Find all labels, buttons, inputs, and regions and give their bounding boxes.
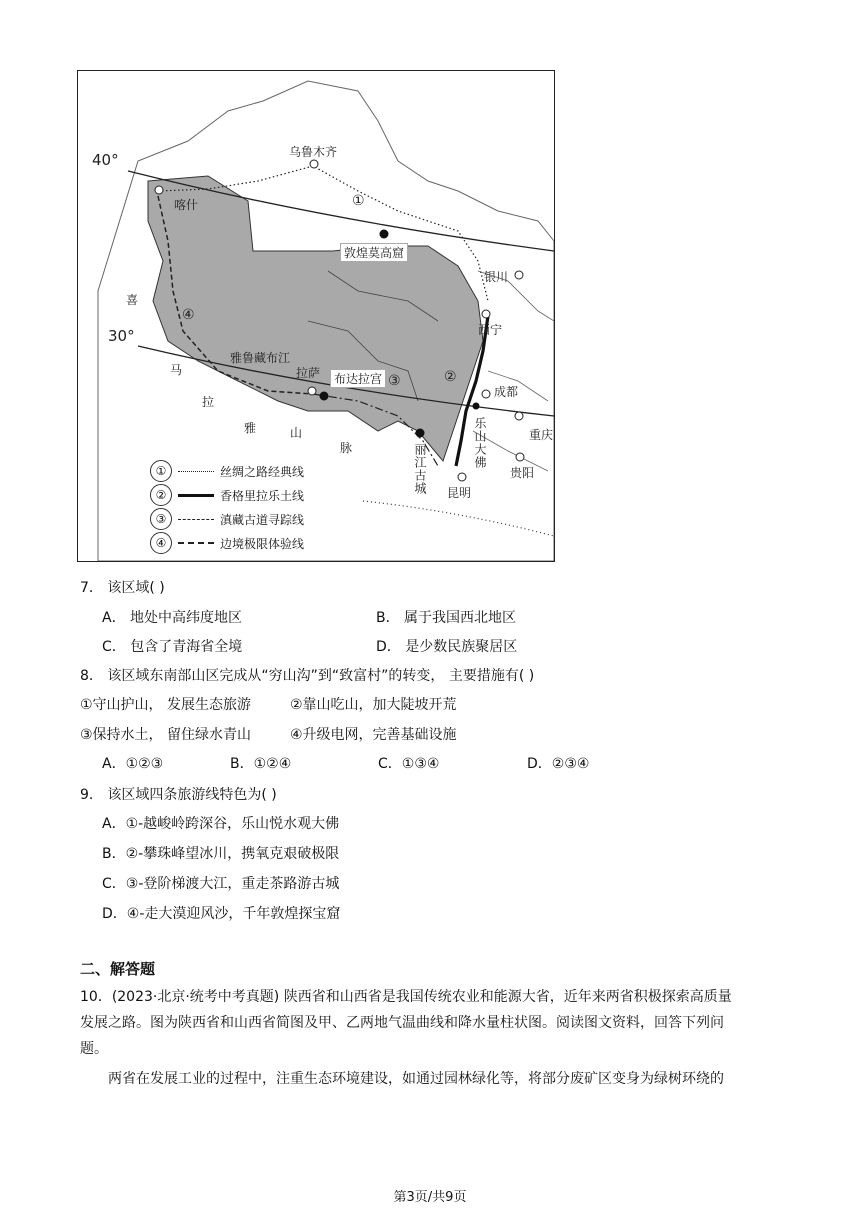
page-footer: 第3页/共9页 [393, 1190, 467, 1205]
legend-dotted-swatch [178, 471, 214, 472]
q9-option-a[interactable]: A．①-越峻岭跨深谷，乐山悦水观大佛 [102, 816, 340, 832]
kashgar-label: 喀什 [174, 198, 199, 212]
q7-option-d[interactable]: D． 是少数民族聚居区 [376, 639, 518, 655]
q9-stem: 9． 该区域四条旅游线特色为( ) [80, 787, 277, 803]
section-heading: 二、解答题 [80, 960, 156, 978]
lat-40-label: 40° [92, 151, 119, 169]
himalaya-char: 山 [290, 426, 303, 440]
q9-option-c[interactable]: C．③-登阶梯渡大江，重走茶路游古城 [102, 876, 340, 892]
q7-option-a[interactable]: A． 地处中高纬度地区 [102, 610, 243, 626]
himalaya-char: 喜 [126, 293, 139, 307]
q8-statement-1: ①守山护山， 发展生态旅游 [80, 697, 252, 713]
legend-number: ④ [150, 532, 172, 554]
q8-option-d[interactable]: D．②③④ [527, 756, 590, 772]
yarlung-label: 雅鲁藏布江 [230, 351, 291, 365]
legend-number: ③ [150, 508, 172, 530]
legend-item [150, 507, 380, 531]
q10-paragraph: 两省在发展工业的过程中，注重生态环境建设，如通过园林绿化等，将部分废矿区变身为绿树环绕的 [108, 1071, 724, 1087]
q7-option-b[interactable]: B． 属于我国西北地区 [376, 610, 517, 626]
legend-label: 滇藏古道寻踪线 [220, 512, 305, 527]
q7-option-c[interactable]: C． 包含了青海省全境 [102, 639, 243, 655]
q8-statement-2: ②靠山吃山，加大陡坡开荒 [290, 697, 457, 713]
route-3-mark: ③ [388, 373, 401, 389]
legend-dashdot-swatch [178, 519, 214, 520]
q8-statement-3: ③保持水土， 留住绿水青山 [80, 727, 252, 743]
map-legend [150, 459, 380, 555]
legend-item [150, 531, 380, 555]
q7-stem: 7． 该区域( ) [80, 580, 165, 596]
xining-label: 西宁 [478, 323, 503, 337]
q10-line-1: 10．(2023·北京·统考中考真题) 陕西省和山西省是我国传统农业和能源大省，近年来两省积极探索高质量 [80, 989, 732, 1005]
q9-option-d[interactable]: D．④-走大漠迎风沙，千年敦煌探宝窟 [102, 906, 341, 922]
q8-stem: 8． 该区域东南部山区完成从“穷山沟”到“致富村”的转变， 主要措施有( ) [80, 668, 535, 684]
yinchuan-label: 银川 [484, 270, 509, 284]
guiyang-label: 贵阳 [510, 466, 535, 480]
legend-item [150, 483, 380, 507]
q8-option-a[interactable]: A．①②③ [102, 756, 164, 772]
lat-30-label: 30° [108, 327, 135, 345]
legend-item [150, 459, 380, 483]
lhasa-label: 拉萨 [296, 366, 321, 380]
lijiang-label: 丽江古城 [413, 443, 427, 495]
himalaya-char: 拉 [202, 395, 215, 409]
urumqi-label: 乌鲁木齐 [289, 145, 338, 159]
route-1-mark: ① [352, 193, 365, 209]
route-2-mark: ② [444, 369, 457, 385]
himalaya-char: 脉 [340, 441, 353, 455]
route-4-mark: ④ [182, 307, 195, 323]
tourism-route-map [77, 70, 555, 562]
himalaya-char: 马 [170, 363, 183, 377]
legend-label: 香格里拉乐土线 [220, 488, 305, 503]
potala-label: 布达拉宫 [330, 369, 386, 388]
legend-dashed-swatch [178, 542, 214, 544]
q9-option-b[interactable]: B．②-攀珠峰望冰川，携氧克艰破极限 [102, 846, 340, 862]
legend-thick-swatch [178, 494, 214, 497]
q10-line-2: 发展之路。图为陕西省和山西省简图及甲、乙两地气温曲线和降水量柱状图。阅读图文资料，回答下列问 [80, 1015, 724, 1031]
kunming-label: 昆明 [447, 486, 472, 500]
leshan-label: 乐山大佛 [473, 417, 487, 469]
q8-option-b[interactable]: B．①②④ [230, 756, 292, 772]
legend-label: 边境极限体验线 [220, 536, 305, 551]
legend-number: ② [150, 484, 172, 506]
legend-number: ① [150, 460, 172, 482]
dunhuang-label: 敦煌莫高窟 [340, 243, 408, 262]
chongqing-label: 重庆 [529, 428, 554, 442]
q10-line-3: 题。 [80, 1041, 108, 1057]
himalaya-char: 雅 [244, 421, 257, 435]
q8-option-c[interactable]: C．①③④ [378, 756, 440, 772]
chengdu-label: 成都 [494, 385, 519, 399]
q8-statement-4: ④升级电网，完善基础设施 [290, 727, 457, 743]
legend-label: 丝绸之路经典线 [220, 464, 305, 479]
